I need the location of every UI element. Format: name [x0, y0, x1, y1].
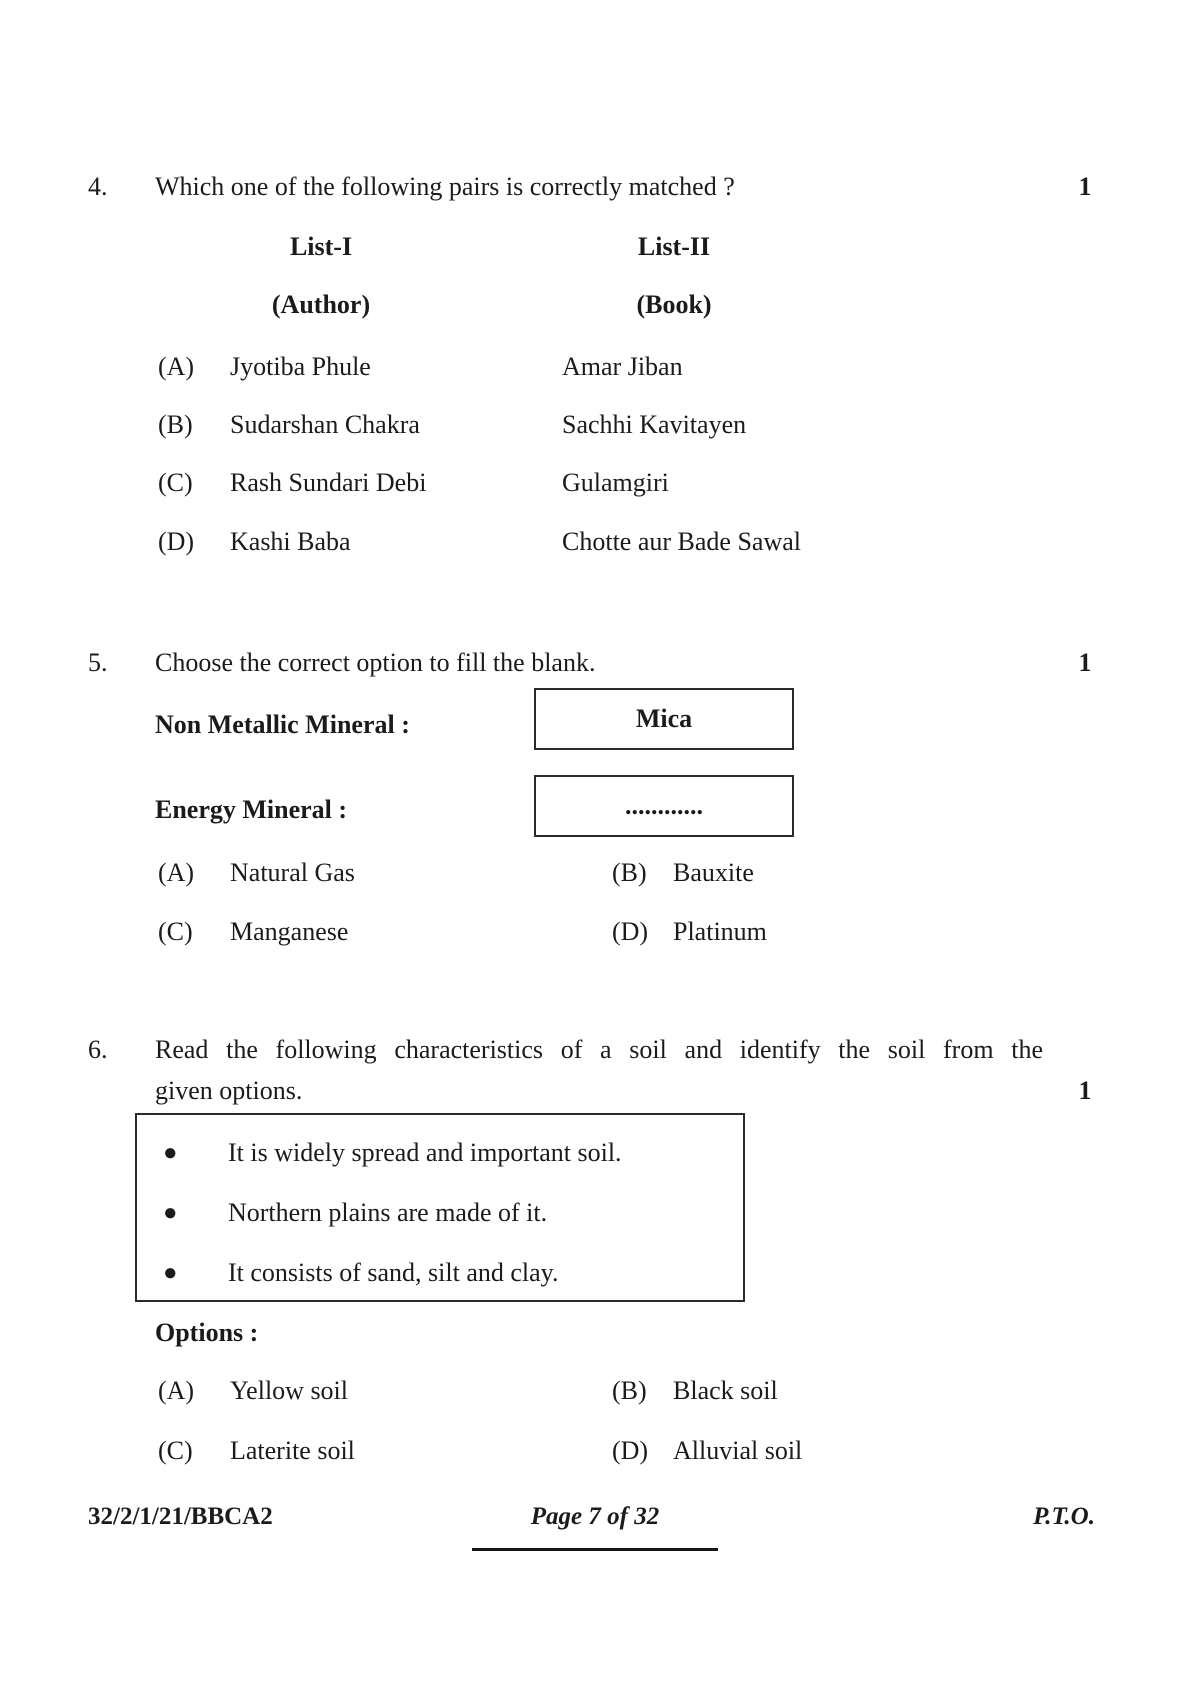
q6-option-letter: (D) — [612, 1436, 649, 1465]
q5-option-letter: (D) — [612, 917, 649, 946]
q4-author-cell: Rash Sundari Debi — [230, 468, 427, 497]
bullet-icon: ● — [163, 1260, 178, 1286]
q4-list2-subheader: (Book) — [636, 290, 712, 319]
q5-option-letter: (C) — [158, 917, 193, 946]
q5-number: 5. — [88, 648, 108, 677]
q5-option-letter: (A) — [158, 858, 195, 887]
bullet-icon: ● — [163, 1200, 178, 1226]
q5-option-label: Platinum — [673, 917, 767, 946]
q4-book-cell: Chotte aur Bade Sawal — [562, 527, 801, 556]
q4-book-cell: Gulamgiri — [562, 468, 669, 497]
q6-text-line1: Read the following characteristics of a soil and identify the soil from the — [155, 1035, 1043, 1064]
q6-option-label: Black soil — [673, 1376, 778, 1405]
q4-text: Which one of the following pairs is correctly matched ? — [155, 172, 735, 201]
q5-nonmetallic-answer-box — [534, 688, 794, 750]
q4-list2-header: List-II — [637, 232, 711, 261]
q5-energy-label: Energy Mineral : — [155, 795, 348, 824]
q6-option-label: Alluvial soil — [673, 1436, 803, 1465]
q6-option-label: Laterite soil — [230, 1436, 355, 1465]
footer-page-number: Page 7 of 32 — [530, 1503, 660, 1530]
q6-options-label: Options : — [155, 1318, 259, 1347]
footer-pto: P.T.O. — [1033, 1503, 1095, 1530]
q4-book-cell: Amar Jiban — [562, 352, 683, 381]
q5-option-label: Manganese — [230, 917, 349, 946]
q6-bullet-text: It is widely spread and important soil. — [228, 1138, 622, 1167]
q5-energy-answer-box — [534, 775, 794, 837]
q6-option-letter: (A) — [158, 1376, 195, 1405]
q4-option-letter: (D) — [158, 527, 195, 556]
q5-option-label: Natural Gas — [230, 858, 355, 887]
q4-option-letter: (C) — [158, 468, 193, 497]
q4-author-cell: Jyotiba Phule — [230, 352, 371, 381]
q5-option-letter: (B) — [612, 858, 647, 887]
q6-text-line2: given options. — [155, 1076, 303, 1105]
q6-bullet-text: Northern plains are made of it. — [228, 1198, 548, 1227]
q4-list1-subheader: (Author) — [271, 290, 371, 319]
q4-option-letter: (A) — [158, 352, 195, 381]
q4-option-letter: (B) — [158, 410, 193, 439]
q5-nonmetallic-value: Mica — [635, 704, 693, 733]
q5-energy-blank-dots: ............ — [625, 791, 703, 820]
q4-marks: 1 — [1078, 172, 1092, 201]
q4-author-cell: Sudarshan Chakra — [230, 410, 420, 439]
q5-option-label: Bauxite — [673, 858, 754, 887]
q5-text: Choose the correct option to fill the blank. — [155, 648, 596, 677]
q4-author-cell: Kashi Baba — [230, 527, 351, 556]
q6-bullet-text: It consists of sand, silt and clay. — [228, 1258, 559, 1287]
q6-option-letter: (C) — [158, 1436, 193, 1465]
q4-number: 4. — [88, 172, 108, 201]
q6-marks: 1 — [1078, 1076, 1092, 1105]
q4-list1-header: List-I — [289, 232, 353, 261]
q5-marks: 1 — [1078, 648, 1092, 677]
q6-option-letter: (B) — [612, 1376, 647, 1405]
bullet-icon: ● — [163, 1140, 178, 1166]
footer-underline — [472, 1548, 718, 1551]
q6-number: 6. — [88, 1035, 108, 1064]
footer-paper-code: 32/2/1/21/BBCA2 — [88, 1503, 273, 1530]
q5-nonmetallic-label: Non Metallic Mineral : — [155, 710, 410, 739]
q6-option-label: Yellow soil — [230, 1376, 349, 1405]
q4-book-cell: Sachhi Kavitayen — [562, 410, 747, 439]
